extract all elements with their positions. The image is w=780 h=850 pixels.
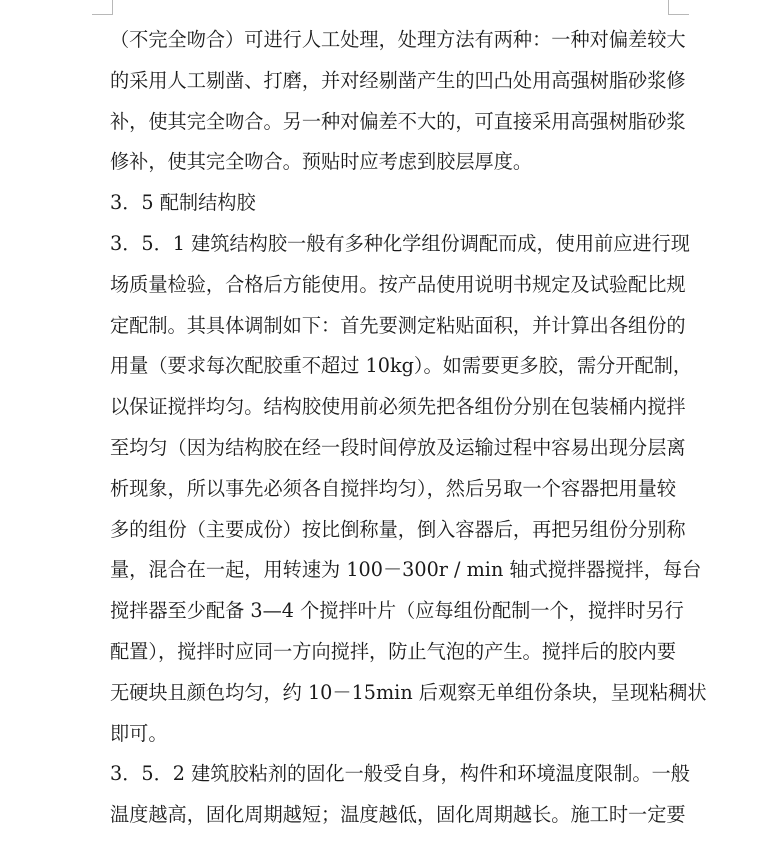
text-line: 用量（要求每次配胶重不超过 10kg）。如需要更多胶，需分开配制， <box>110 354 693 378</box>
text-line: 温度越高，固化周期越短；温度越低，固化周期越长。施工时一定要 <box>110 803 686 827</box>
text-line: 析现象，所以事先必须各自搅拌均匀），然后另取一个容器把用量较 <box>110 476 677 500</box>
text-line: 无硬块且颜色均匀，约 10－15min 后观察无单组份条块，呈现粘稠状 <box>110 680 707 704</box>
text-line: 3．5．2 建筑胶粘剂的固化一般受自身，构件和环境温度限制。一般 <box>110 762 690 786</box>
section-heading: 3．5 配制结构胶 <box>110 191 256 215</box>
text-line: 量，混合在一起，用转速为 100－300r / min 轴式搅拌器搅拌，每台 <box>110 558 702 582</box>
text-line: 补，使其完全吻合。另一种对偏差不大的，可直接采用高强树脂砂浆 <box>110 109 686 133</box>
text-line: 多的组份（主要成份）按比倒称量，倒入容器后，再把另组份分别称 <box>110 517 686 541</box>
page-corner-mark-right <box>668 0 689 15</box>
text-line: 配置），搅拌时应同一方向搅拌，防止气泡的产生。搅拌后的胶内要 <box>110 639 677 663</box>
text-line: 至均匀（因为结构胶在经一段时间停放及运输过程中容易出现分层离 <box>110 435 686 459</box>
text-line: 的采用人工剔凿、打磨，并对经剔凿产生的凹凸处用高强树脂砂浆修 <box>110 68 686 92</box>
page-corner-mark-left <box>92 0 113 15</box>
text-line: 搅拌器至少配备 3—4 个搅拌叶片（应每组份配制一个，搅拌时另行 <box>110 599 684 623</box>
text-line: 即可。 <box>110 721 168 745</box>
text-line: （不完全吻合）可进行人工处理，处理方法有两种：一种对偏差较大 <box>110 28 686 51</box>
text-line: 场质量检验，合格后方能使用。按产品使用说明书规定及试验配比规 <box>110 272 686 296</box>
text-line: 以保证搅拌均匀。结构胶使用前必须先把各组份分别在包装桶内搅拌 <box>110 395 686 419</box>
text-line: 定配制。其具体调制如下：首先要测定粘贴面积，并计算出各组份的 <box>110 313 686 337</box>
text-line: 修补，使其完全吻合。预贴时应考虑到胶层厚度。 <box>110 150 533 174</box>
document-body <box>110 20 707 836</box>
text-line: 3．5．1 建筑结构胶一般有多种化学组份调配而成，使用前应进行现 <box>110 231 690 255</box>
